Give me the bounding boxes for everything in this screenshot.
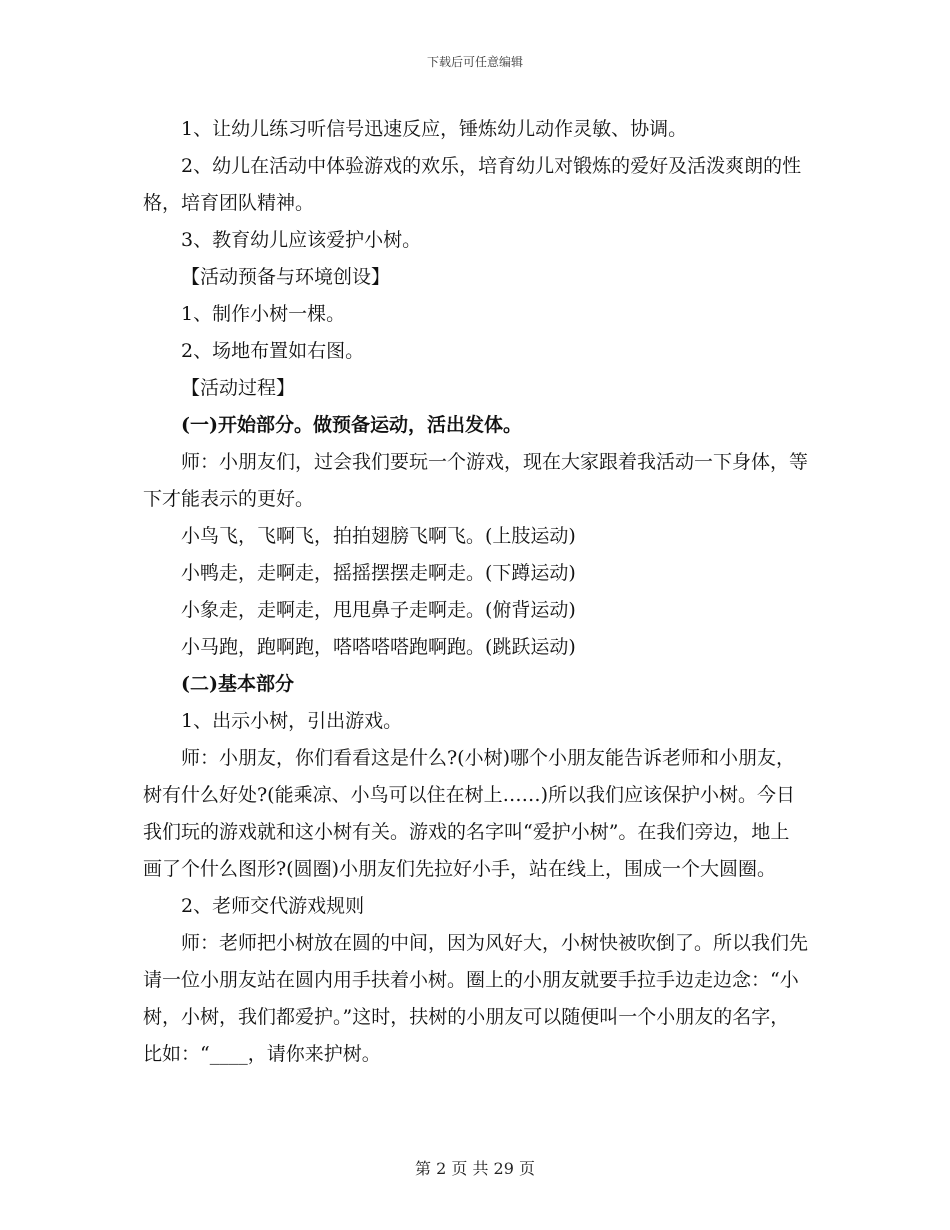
exercise-line-elephant: 小象走，走啊走，甩甩鼻子走啊走。(俯背运动): [181, 599, 576, 621]
page-header-note: 下载后可任意编辑: [426, 55, 523, 69]
exercise-line-duck: 小鸭走，走啊走，摇摇摆摆走啊走。(下蹲运动): [181, 562, 576, 584]
teacher-rules-paragraph: 师：老师把小树放在圆的中间，因为风好大，小树快被吹倒了。所以我们先请一位小朋友站在圆内用手扶着小树。圈上的小朋友就要手拉手边走边念：“小树，小树，我们都爱护。”这时，扶树的小朋友可以随便叫一个小朋友的名字，比如：“____，请你来护树。: [143, 932, 809, 1065]
exercise-line-horse: 小马跑，跑啊跑，嗒嗒嗒嗒跑啊跑。(跳跃运动): [181, 636, 576, 658]
basic-item-2: 2、老师交代游戏规则: [181, 895, 365, 917]
goal-paragraph-1: 1、让幼儿练习听信号迅速反应，锤炼幼儿动作灵敏、协调。: [181, 118, 688, 140]
teacher-tree-paragraph: 师：小朋友，你们看看这是什么?(小树)哪个小朋友能告诉老师和小朋友，树有什么好处?(能乘凉、小鸟可以住在树上……)所以我们应该保护小树。今日我们玩的游戏就和这小树有关。游戏的名字叫“爱护小树”。在我们旁边，地上画了个什么图形?(圆圈)小朋友们先拉好小手，站在线上，围成一个大圆圈。: [143, 747, 796, 880]
subheading-warmup: (一)开始部分。做预备运动，活出发体。: [181, 414, 522, 436]
preparation-item-1: 1、制作小树一棵。: [181, 303, 346, 325]
subheading-basic: (二)基本部分: [181, 673, 294, 695]
section-heading-preparation: 【活动预备与环境创设】: [181, 266, 391, 288]
goal-paragraph-3: 3、教育幼儿应该爱护小树。: [181, 229, 422, 251]
teacher-intro-paragraph: 师：小朋友们，过会我们要玩一个游戏，现在大家跟着我活动一下身体，等下才能表示的更好。: [143, 451, 809, 510]
basic-item-1: 1、出示小树，引出游戏。: [181, 710, 403, 732]
preparation-item-2: 2、场地布置如右图。: [181, 340, 365, 362]
section-heading-process: 【活动过程】: [181, 377, 296, 399]
exercise-line-bird: 小鸟飞，飞啊飞，拍拍翅膀飞啊飞。(上肢运动): [181, 525, 576, 547]
document-body: [143, 111, 808, 1073]
goal-paragraph-2: 2、幼儿在活动中体验游戏的欢乐，培育幼儿对锻炼的爱好及活泼爽朗的性格，培育团队精神。: [143, 155, 802, 214]
page-number-footer: 第 2 页 共 29 页: [415, 1159, 535, 1178]
